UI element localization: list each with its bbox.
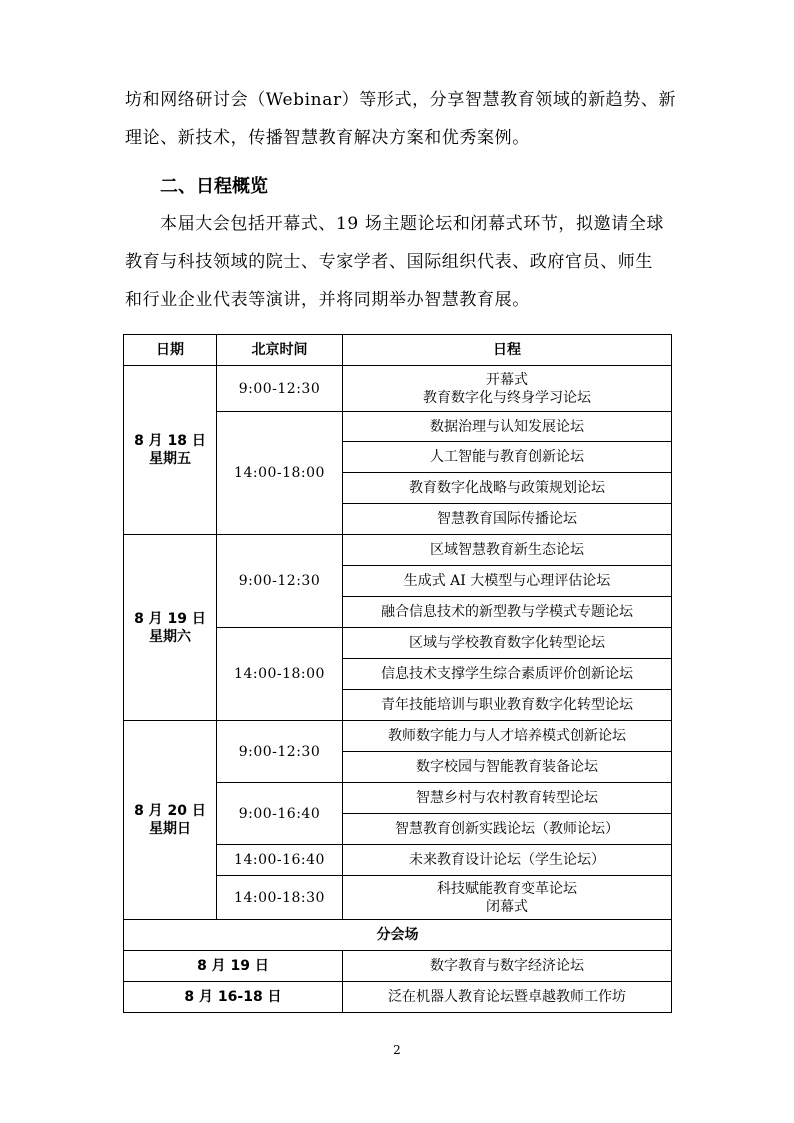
event-cell (343, 366, 672, 412)
event-cell: 区域智慧教育新生态论坛 (343, 535, 672, 566)
time-cell: 14:00-16:40 (217, 845, 343, 876)
event-cell (343, 876, 672, 920)
subvenue-event: 数字教育与数字经济论坛 (343, 951, 672, 982)
table-row (124, 982, 672, 1013)
event-cell: 教师数字能力与人才培养模式创新论坛 (343, 721, 672, 752)
event-text: 科技赋能教育变革论坛 (437, 880, 577, 897)
event-cell: 数字校园与智能教育装备论坛 (343, 752, 672, 783)
event-text: 教育数字化与终身学习论坛 (423, 389, 591, 406)
event-cell: 智慧教育国际传播论坛 (343, 504, 672, 535)
date-cell (124, 535, 217, 721)
subvenue-date: 8 月 19 日 (124, 951, 343, 982)
time-cell: 14:00-18:00 (217, 628, 343, 721)
date-text: 8 月 20 日 (134, 803, 206, 819)
time-cell: 9:00-12:30 (217, 366, 343, 412)
event-cell: 智慧乡村与农村教育转型论坛 (343, 783, 672, 814)
subvenue-title-row (124, 920, 672, 951)
event-cell: 融合信息技术的新型教与学模式专题论坛 (343, 597, 672, 628)
table-row (124, 535, 672, 566)
event-cell: 数据治理与认知发展论坛 (343, 412, 672, 442)
weekday-text: 星期六 (149, 628, 191, 645)
weekday-text: 星期日 (149, 821, 191, 837)
table-header-row (124, 335, 672, 366)
event-cell: 未来教育设计论坛（学生论坛） (343, 845, 672, 876)
header-time: 北京时间 (217, 335, 343, 366)
page-number: 2 (393, 1043, 401, 1057)
subvenue-date: 8 月 16-18 日 (124, 982, 343, 1013)
date-text: 8 月 19 日 (134, 610, 206, 627)
table-row (124, 951, 672, 982)
section-heading: 二、日程概览 (160, 176, 268, 197)
weekday-text: 星期五 (149, 451, 191, 467)
event-cell: 生成式 AI 大模型与心理评估论坛 (343, 566, 672, 597)
schedule-table (123, 334, 672, 1013)
event-text: 开幕式 (486, 371, 528, 388)
time-cell: 14:00-18:00 (217, 412, 343, 535)
overview-line-1: 本届大会包括开幕式、19 场主题论坛和闭幕式环节，拟邀请全球 (160, 214, 665, 234)
date-cell (124, 366, 217, 535)
overview-line-2: 教育与科技领域的院士、专家学者、国际组织代表、政府官员、师生 (125, 252, 653, 272)
intro-line-2: 理论、新技术，传播智慧教育解决方案和优秀案例。 (125, 128, 530, 148)
time-cell: 9:00-12:30 (217, 535, 343, 628)
event-cell: 信息技术支撑学生综合素质评价创新论坛 (343, 659, 672, 690)
event-cell: 青年技能培训与职业教育数字化转型论坛 (343, 690, 672, 721)
time-cell: 9:00-12:30 (217, 721, 343, 783)
date-cell (124, 721, 217, 920)
event-cell: 教育数字化战略与政策规划论坛 (343, 473, 672, 504)
table-row (124, 366, 672, 412)
event-cell: 智慧教育创新实践论坛（教师论坛） (343, 814, 672, 845)
header-schedule: 日程 (343, 335, 672, 366)
event-text: 闭幕式 (486, 898, 528, 915)
event-cell: 区域与学校教育数字化转型论坛 (343, 628, 672, 659)
time-cell: 14:00-18:30 (217, 876, 343, 920)
event-cell: 人工智能与教育创新论坛 (343, 442, 672, 473)
table-row (124, 721, 672, 752)
header-date: 日期 (124, 335, 217, 366)
intro-line-1: 坊和网络研讨会（Webinar）等形式，分享智慧教育领域的新趋势、新 (125, 90, 677, 110)
overview-line-3: 和行业企业代表等演讲，并将同期举办智慧教育展。 (125, 290, 530, 310)
date-text: 8 月 18 日 (134, 433, 206, 449)
subvenue-event: 泛在机器人教育论坛暨卓越教师工作坊 (343, 982, 672, 1013)
subvenue-title: 分会场 (124, 920, 672, 951)
time-cell: 9:00-16:40 (217, 783, 343, 845)
